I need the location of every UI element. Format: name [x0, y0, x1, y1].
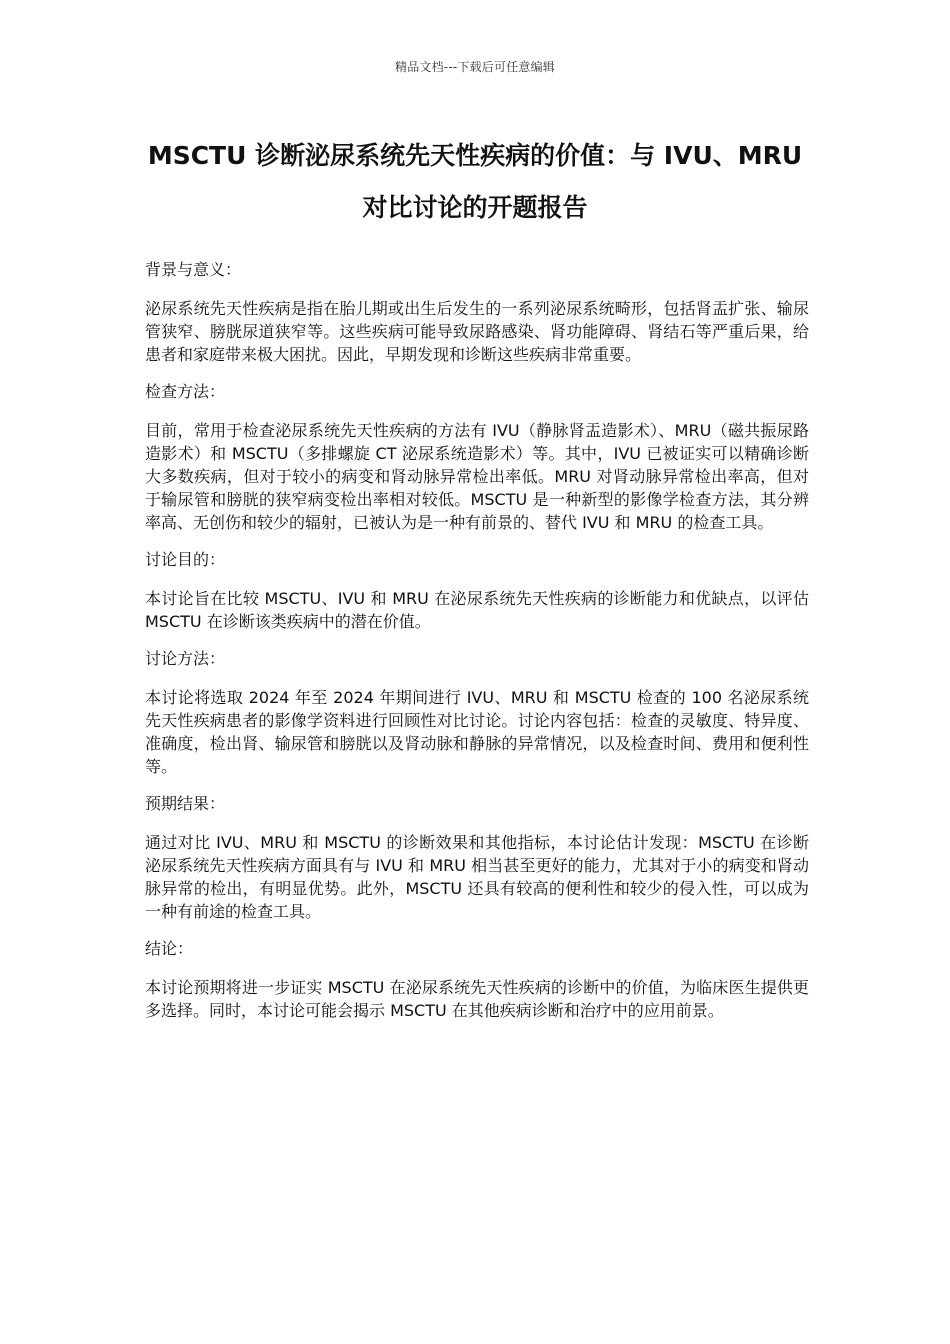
section-paragraph: 本讨论预期将进一步证实 MSCTU 在泌尿系统先天性疾病的诊断中的价值，为临床医生提供更多选择。同时，本讨论可能会揭示 MSCTU 在其他疾病诊断和治疗中的应用前景。 — [145, 978, 809, 1020]
section-conclusion — [145, 937, 809, 1022]
section-background — [145, 258, 809, 366]
section-paragraph: 本讨论将选取 2024 年至 2024 年期间进行 IVU、MRU 和 MSCTU 检查的 100 名泌尿系统先天性疾病患者的影像学资料进行回顾性对比讨论。讨论内容包括：检查的灵敏度、特异度、准确度，检出肾、输尿管和膀胱以及肾动脉和静脉的异常情况，以及检查时间、费用和便利性等。 — [145, 688, 809, 776]
document-body — [145, 258, 809, 1036]
title-line-2: 对比讨论的开题报告 — [362, 193, 588, 222]
section-paragraph: 通过对比 IVU、MRU 和 MSCTU 的诊断效果和其他指标，本讨论估计发现：MSCTU 在诊断泌尿系统先天性疾病方面具有与 IVU 和 MRU 相当甚至更好的能力，尤其对于小的病变和肾动脉异常的检出，有明显优势。此外，MSCTU 还具有较高的便利性和较少的侵入性，可以成为一种有前途的检查工具。 — [145, 833, 809, 921]
section-heading: 背景与意义： — [145, 260, 242, 279]
section-methods — [145, 380, 809, 534]
section-expected-results — [145, 792, 809, 923]
section-heading: 讨论方法： — [145, 649, 226, 668]
section-paragraph: 本讨论旨在比较 MSCTU、IVU 和 MRU 在泌尿系统先天性疾病的诊断能力和优缺点，以评估 MSCTU 在诊断该类疾病中的潜在价值。 — [145, 589, 809, 631]
section-heading: 讨论目的： — [145, 550, 226, 569]
section-paragraph: 目前，常用于检查泌尿系统先天性疾病的方法有 IVU（静脉肾盂造影术）、MRU（磁共振尿路造影术）和 MSCTU（多排螺旋 CT 泌尿系统造影术）等。其中，IVU 已被证实可以精确诊断大多数疾病，但对于较小的病变和肾动脉异常检出率低。MRU 对肾动脉异常检出率高，但对于输尿管和膀胱的狭窄病变检出率相对较低。MSCTU 是一种新型的影像学检查方法，其分辨率高、无创伤和较少的辐射，已被认为是一种有前景的、替代 IVU 和 MRU 的检查工具。 — [145, 421, 809, 532]
document-title — [120, 130, 830, 234]
section-heading: 检查方法： — [145, 382, 226, 401]
section-heading: 预期结果： — [145, 794, 226, 813]
title-line-1: MSCTU 诊断泌尿系统先天性疾病的价值：与 IVU、MRU — [147, 141, 803, 170]
section-heading: 结论： — [145, 939, 194, 958]
section-discussion-method — [145, 647, 809, 778]
section-paragraph: 泌尿系统先天性疾病是指在胎儿期或出生后发生的一系列泌尿系统畸形，包括肾盂扩张、输尿管狭窄、膀胱尿道狭窄等。这些疾病可能导致尿路感染、肾功能障碍、肾结石等严重后果，给患者和家庭带来极大困扰。因此，早期发现和诊断这些疾病非常重要。 — [145, 299, 809, 364]
page-header: 精品文档---下载后可任意编辑 — [395, 60, 555, 74]
section-purpose — [145, 548, 809, 633]
